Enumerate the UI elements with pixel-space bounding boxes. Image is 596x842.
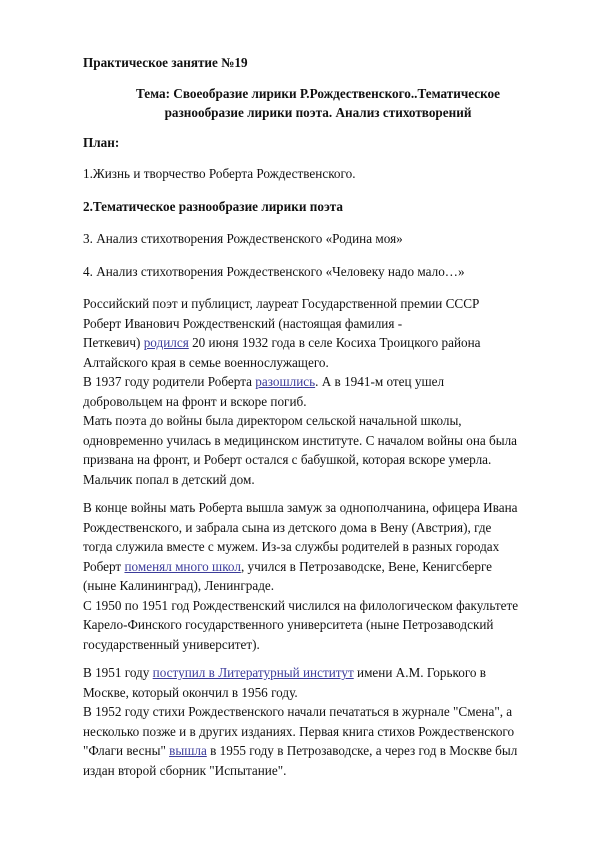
link-changed-schools[interactable]: поменял много школ bbox=[124, 558, 241, 574]
text-line: тогда служила вместе с мужем. Из-за службы родителей в разных городах bbox=[83, 539, 500, 554]
text-line: Карело-Финского государственного университета (ныне Петрозаводский bbox=[83, 617, 494, 632]
text-fragment: В 1937 году родители Роберта bbox=[83, 374, 256, 389]
paragraph-childhood bbox=[83, 498, 553, 654]
plan-item: 2.Тематическое разнообразие лирики поэта bbox=[83, 198, 344, 214]
text-line: несколько позже и в других изданиях. Первая книга стихов Рождественского bbox=[83, 723, 515, 739]
text-fragment: . А в 1941-м отец ушел bbox=[315, 374, 445, 389]
text-fragment: , учился в Петрозаводске, Вене, Кенигсберге bbox=[240, 558, 493, 574]
topic-line: разнообразие лирики поэта. Анализ стихотворений bbox=[164, 105, 472, 120]
text-line: Российский поэт и публицист, лауреат Государственной премии СССР bbox=[83, 296, 480, 311]
text-line bbox=[83, 663, 553, 683]
text-line bbox=[83, 557, 553, 577]
text-fragment: в 1955 году в Петрозаводске, а через год в Москве был bbox=[206, 743, 518, 758]
text-fragment: "Флаги весны" bbox=[83, 743, 170, 758]
document-page bbox=[83, 53, 553, 789]
text-line bbox=[83, 741, 553, 761]
text-line: издан второй сборник "Испытание". bbox=[83, 762, 287, 778]
topic-heading bbox=[83, 84, 553, 123]
text-line: Мальчик попал в детский дом. bbox=[83, 471, 255, 487]
text-line: В 1952 году стихи Рождественского начали печататься в журнале "Смена", а bbox=[83, 704, 513, 719]
paragraph-biography bbox=[83, 294, 553, 489]
text-fragment: имени А.М. Горького в bbox=[353, 665, 487, 680]
text-line: Алтайского края в семье военнослужащего. bbox=[83, 354, 329, 370]
plan-item: 4. Анализ стихотворения Рождественского «Человеку надо мало…» bbox=[83, 263, 465, 279]
text-fragment: Петкевич) bbox=[83, 335, 144, 350]
text-line: одновременно училась в медицинском институте. С началом войны она была bbox=[83, 432, 518, 448]
plan-item: 3. Анализ стихотворения Рождественского «Родина моя» bbox=[83, 231, 403, 246]
plan-title: План: bbox=[83, 134, 120, 150]
topic-line: Тема: Своеобразие лирики Р.Рождественского..Тематическое bbox=[135, 85, 501, 101]
text-line: Рождественского, и забрала сына из детского дома в Вену (Австрия), где bbox=[83, 519, 492, 535]
link-published[interactable]: вышла bbox=[169, 743, 207, 758]
text-line bbox=[83, 333, 553, 353]
text-line: Мать поэта до войны была директором сельской начальной школы, bbox=[83, 413, 462, 428]
plan-item: 1.Жизнь и творчество Роберта Рождественского. bbox=[83, 166, 356, 181]
text-line: призвана на фронт, и Роберт остался с бабушкой, которая вскоре умерла. bbox=[83, 452, 492, 467]
link-born[interactable]: родился bbox=[143, 335, 189, 350]
link-divorced[interactable]: разошлись bbox=[255, 374, 316, 389]
text-line: Роберт Иванович Рождественский (настоящая фамилия - bbox=[83, 315, 403, 331]
text-fragment: В 1951 году bbox=[83, 665, 153, 680]
text-line bbox=[83, 372, 553, 392]
text-line: Москве, который окончил в 1956 году. bbox=[83, 684, 298, 700]
text-fragment: 20 июня 1932 года в селе Косиха Троицкого района bbox=[188, 335, 481, 350]
page-title: Практическое занятие №19 bbox=[83, 55, 248, 70]
text-line: С 1950 по 1951 год Рождественский числился на филологическом факультете bbox=[83, 597, 519, 613]
text-fragment: Роберт bbox=[83, 558, 125, 574]
text-line: (ныне Калининград), Ленинграде. bbox=[83, 578, 275, 593]
paragraph-literary-career bbox=[83, 663, 553, 780]
text-line: государственный университет). bbox=[83, 636, 260, 652]
link-literary-institute[interactable]: поступил в Литературный институт bbox=[152, 665, 354, 680]
text-line: добровольцем на фронт и вскоре погиб. bbox=[83, 393, 307, 409]
text-line: В конце войны мать Роберта вышла замуж за однополчанина, офицера Ивана bbox=[83, 500, 518, 515]
